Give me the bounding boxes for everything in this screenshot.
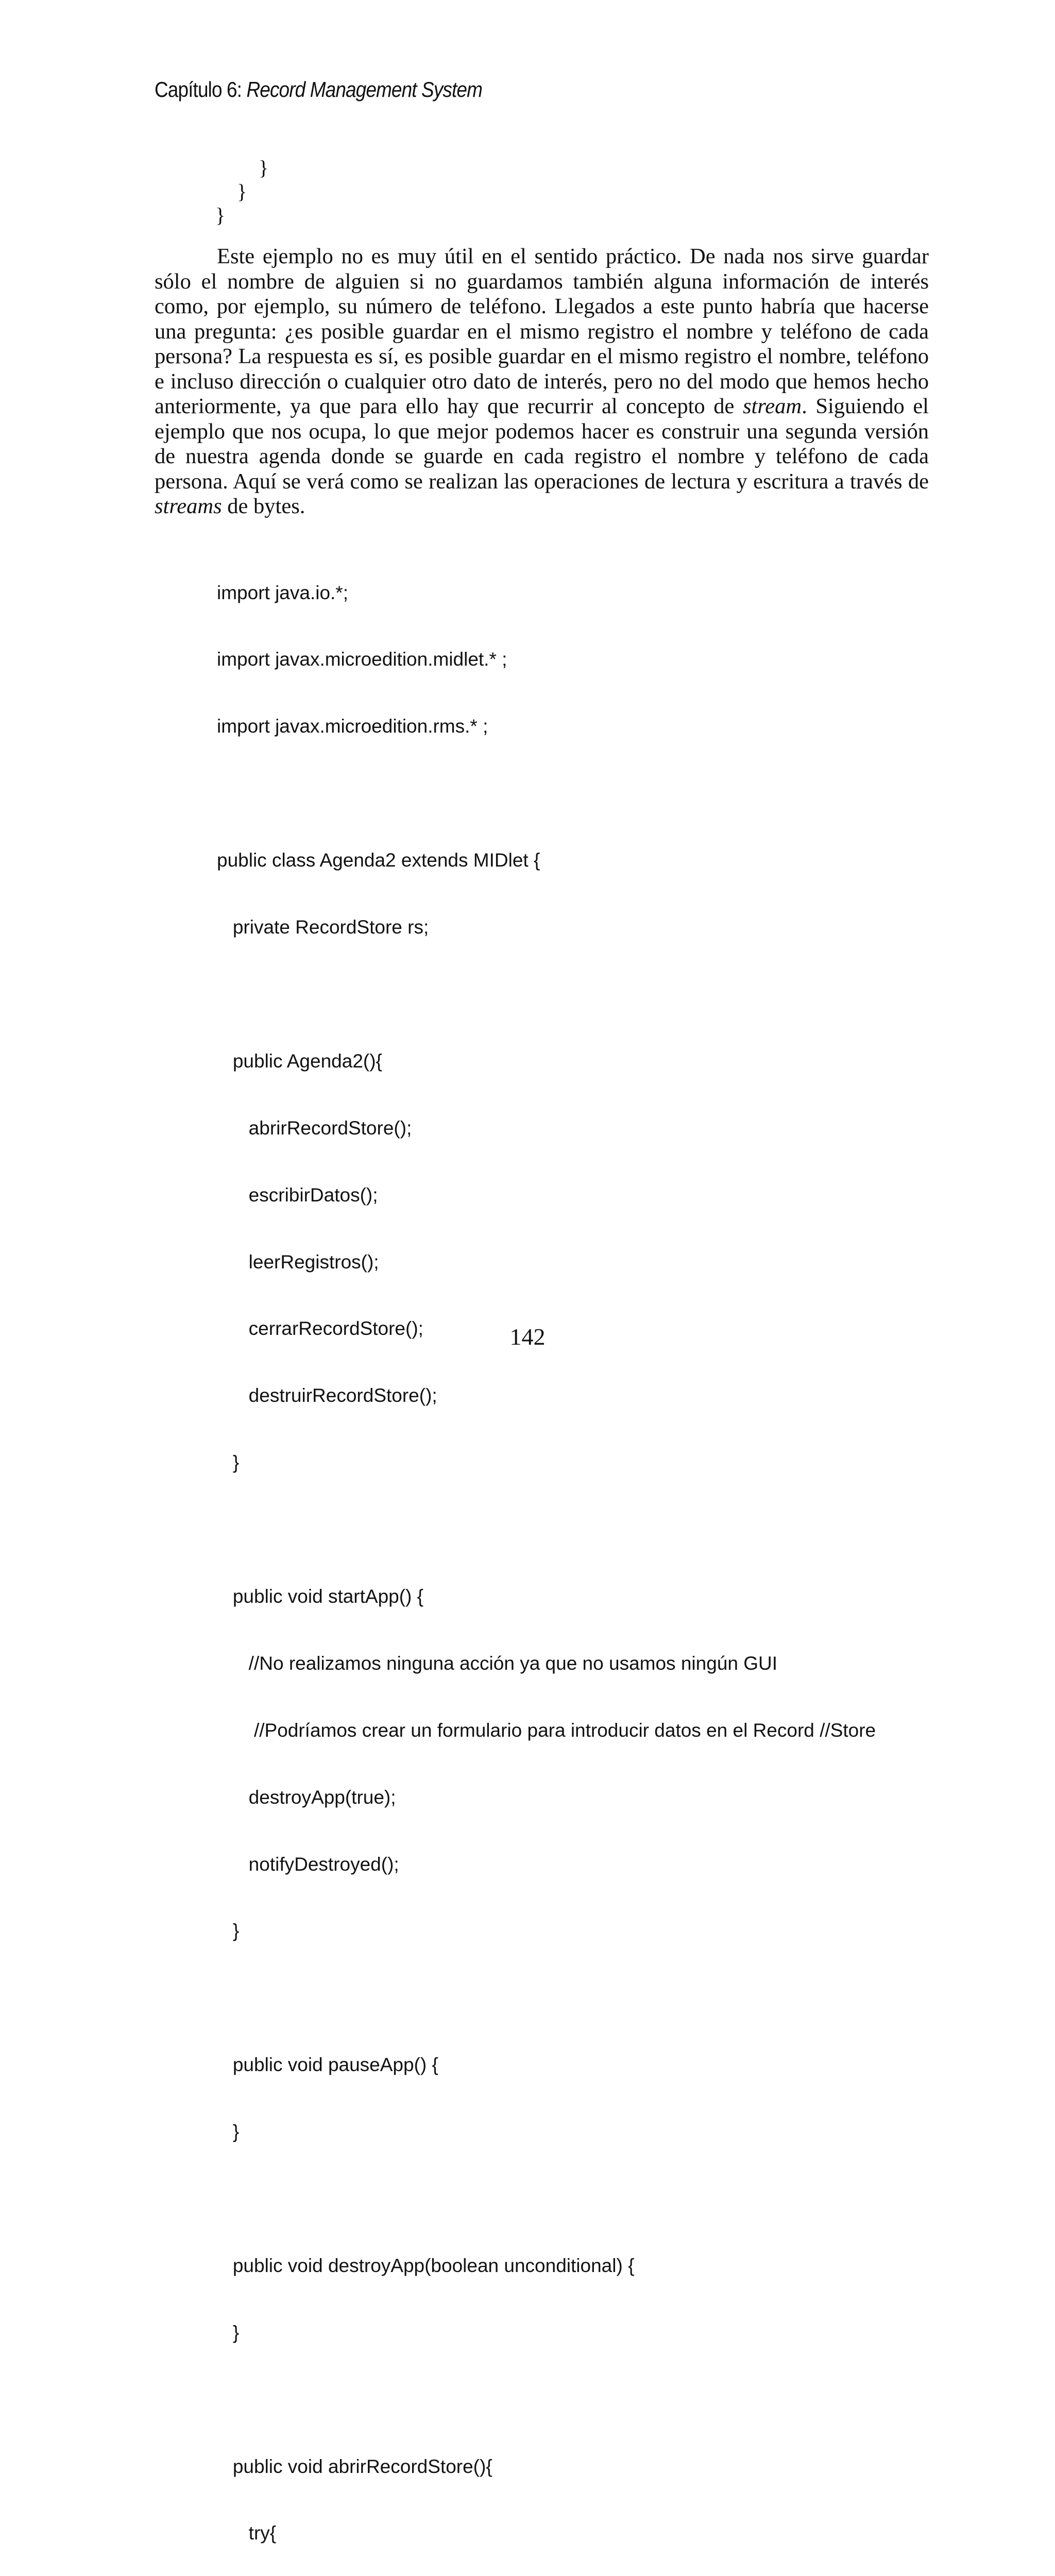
code-line: } xyxy=(217,1452,240,1473)
code-line: } xyxy=(217,1920,240,1942)
code-line: } xyxy=(217,2121,240,2143)
code-line xyxy=(217,782,876,804)
closing-brace-2: } xyxy=(237,180,247,203)
code-line: public void destroyApp(boolean unconditional) { xyxy=(217,2255,635,2276)
code-line xyxy=(217,983,876,1005)
chapter-label: Capítulo 6: xyxy=(155,77,247,101)
code-line: import javax.microedition.rms.* ; xyxy=(217,716,488,737)
code-line: private RecordStore rs; xyxy=(217,917,429,938)
code-line: cerrarRecordStore(); xyxy=(217,1318,423,1340)
code-line: try{ xyxy=(217,2522,277,2544)
code-line xyxy=(217,2388,876,2411)
body-paragraph xyxy=(155,244,929,519)
running-header xyxy=(155,77,482,102)
code-line: destruirRecordStore(); xyxy=(217,1385,437,1406)
code-line: import javax.microedition.midlet.* ; xyxy=(217,649,507,670)
code-line: import java.io.*; xyxy=(217,582,348,603)
code-line: public void startApp() { xyxy=(217,1585,424,1607)
code-line: //No realizamos ninguna acción ya que no usamos ningún GUI xyxy=(217,1652,777,1674)
paragraph-line: ejemplo que nos ocupa, lo que mejor podemos hacer es construir una segunda versión xyxy=(155,419,929,444)
paragraph-line: Este ejemplo no es muy útil en el sentido práctico. De nada nos sirve guardar xyxy=(217,244,929,268)
code-line: public void abrirRecordStore(){ xyxy=(217,2455,492,2477)
term-streams: streams xyxy=(155,494,222,518)
paragraph-line: persona? La respuesta es sí, es posible guardar en el mismo registro el nombre, teléfono xyxy=(155,344,929,368)
page-number: 142 xyxy=(509,1324,546,1350)
closing-brace-3: } xyxy=(215,204,226,227)
code-listing xyxy=(217,537,876,2576)
paragraph-line: una pregunta: ¿es posible guardar en el mismo registro el nombre y teléfono de cada xyxy=(155,319,929,344)
code-line xyxy=(217,2188,876,2210)
paragraph-line: streams de bytes. xyxy=(155,494,305,518)
code-line: public void pauseApp() { xyxy=(217,2054,438,2076)
code-line xyxy=(217,1987,876,2009)
code-line: escribirDatos(); xyxy=(217,1184,378,1206)
chapter-title: Record Management System xyxy=(246,77,483,101)
paragraph-line: como, por ejemplo, su número de teléfono. Llegados a este punto habría que hacerse xyxy=(155,294,929,318)
term-stream: stream xyxy=(742,394,802,418)
code-line: destroyApp(true); xyxy=(217,1786,396,1808)
code-line: } xyxy=(217,2321,240,2343)
closing-brace-1: } xyxy=(259,156,269,179)
code-line: public class Agenda2 extends MIDlet { xyxy=(217,850,540,871)
paragraph-line: persona. Aquí se verá como se realizan las operaciones de lectura y escritura a través de xyxy=(155,469,929,494)
code-line: //Podríamos crear un formulario para introducir datos en el Record //Store xyxy=(217,1719,876,1741)
code-line: leerRegistros(); xyxy=(217,1251,379,1273)
code-line xyxy=(217,1518,876,1540)
paragraph-line: sólo el nombre de alguien si no guardamos también alguna información de interés xyxy=(155,269,929,294)
paragraph-line: de nuestra agenda donde se guarde en cada registro el nombre y teléfono de cada xyxy=(155,444,929,468)
paragraph-line: anteriormente, ya que para ello hay que recurrir al concepto de stream. Siguiendo el xyxy=(155,394,929,418)
code-line: abrirRecordStore(); xyxy=(217,1117,412,1139)
code-line: public Agenda2(){ xyxy=(217,1050,382,1072)
code-line: notifyDestroyed(); xyxy=(217,1853,399,1875)
paragraph-line: e incluso dirección o cualquier otro dato de interés, pero no del modo que hemos hecho xyxy=(155,369,929,394)
